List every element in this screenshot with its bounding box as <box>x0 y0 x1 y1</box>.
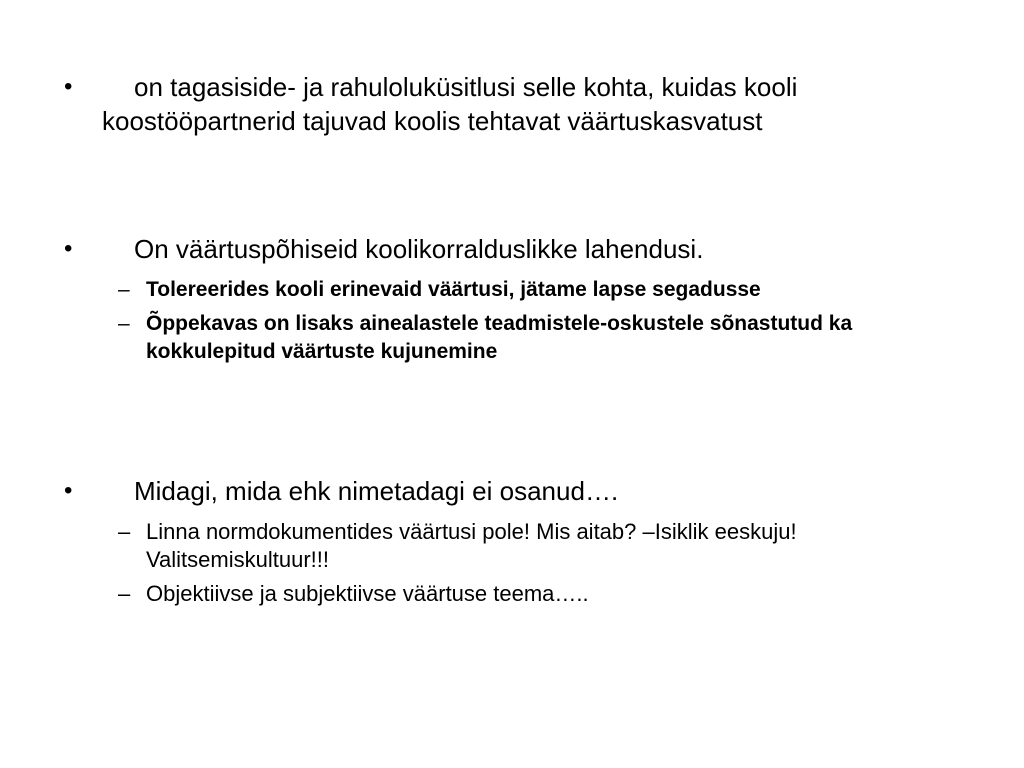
sub-bullet-text: Tolereerides kooli erinevaid väärtusi, jätame lapse segadusse <box>146 278 761 301</box>
sub-bullet-marker: – <box>118 581 131 606</box>
bullet-group-1 <box>0 70 1024 138</box>
sub-bullet-text: Õppekavas on lisaks ainealastele teadmistele-oskustele sõnastutud ka kokkulepitud väärtuste kujunemine <box>146 312 853 363</box>
bullet-item-2 <box>0 232 952 266</box>
sub-bullet-item <box>0 310 946 366</box>
bullet-group-3 <box>0 474 1024 608</box>
sub-bullet-text: Objektiivse ja subjektiivse väärtuse teema….. <box>146 581 589 606</box>
bullet-text: on tagasiside- ja rahuloluküsitlusi selle kohta, kuidas kooli koostööpartnerid tajuvad koolis tehtavat väärtuskasvatust <box>102 72 798 136</box>
sub-bullet-item <box>0 580 946 608</box>
bullet-item-1 <box>0 70 952 138</box>
bullet-marker: • <box>64 477 73 504</box>
bullet-text: Midagi, mida ehk nimetadagi ei osanud…. <box>134 476 619 506</box>
sub-bullet-item <box>0 518 946 574</box>
sub-bullet-marker: – <box>118 312 130 335</box>
sub-bullet-marker: – <box>118 278 130 301</box>
bullet-text: On väärtuspõhiseid koolikorralduslikke lahendusi. <box>134 234 704 264</box>
bullet-group-2 <box>0 232 1024 366</box>
sub-bullet-item <box>0 276 946 304</box>
bullet-item-3 <box>0 474 952 508</box>
sub-bullet-text: Linna normdokumentides väärtusi pole! Mis aitab? –Isiklik eeskuju! Valitsemiskultuur!!! <box>146 519 797 572</box>
bullet-marker: • <box>64 235 73 262</box>
sub-bullet-marker: – <box>118 519 131 544</box>
bullet-marker: • <box>64 73 73 100</box>
